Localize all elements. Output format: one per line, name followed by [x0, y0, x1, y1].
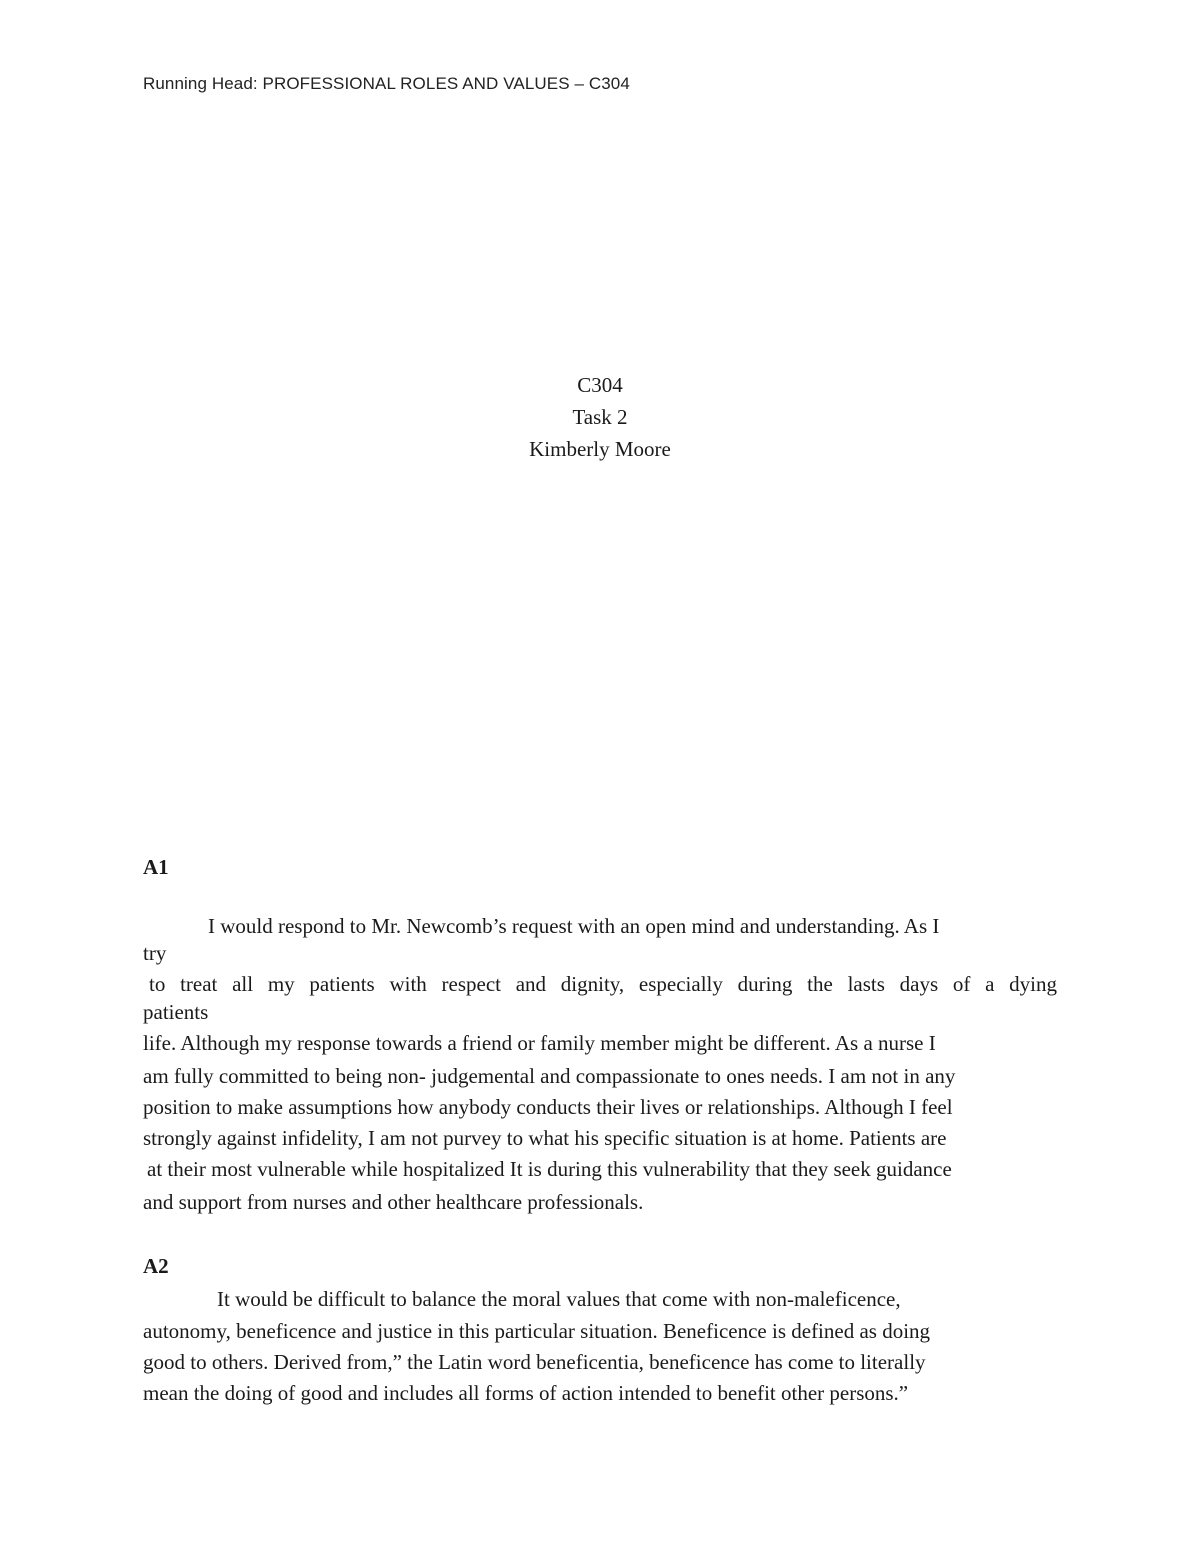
paragraph-line: and support from nurses and other healthcare professionals. — [143, 1190, 644, 1214]
paragraph-line: patients — [143, 1000, 209, 1024]
paragraph-line: autonomy, beneficence and justice in this particular situation. Beneficence is defined as doing — [143, 1319, 931, 1343]
paragraph-line: life. Although my response towards a friend or family member might be different. As a nurse I — [143, 1031, 936, 1055]
paragraph-line: at their most vulnerable while hospitalized It is during this vulnerability that they seek guidance — [147, 1157, 952, 1181]
paragraph-line: mean the doing of good and includes all forms of action intended to benefit other persons.” — [143, 1381, 909, 1405]
paragraph-line: position to make assumptions how anybody conducts their lives or relationships. Although I feel — [143, 1095, 953, 1119]
paragraph-line: am fully committed to being non- judgemental and compassionate to ones needs. I am not in any — [143, 1064, 956, 1088]
title-block — [0, 369, 1200, 465]
paragraph-line: It would be difficult to balance the moral values that come with non-maleficence, — [217, 1287, 901, 1311]
section-heading-a1: A1 — [143, 855, 169, 879]
paragraph-line: good to others. Derived from,” the Latin word beneficentia, beneficence has come to literally — [143, 1350, 926, 1374]
section-heading-a2: A2 — [143, 1254, 169, 1278]
paragraph-line: strongly against infidelity, I am not purvey to what his specific situation is at home. Patients are — [143, 1126, 947, 1150]
paragraph-line: try — [143, 941, 167, 965]
author-name: Kimberly Moore — [529, 437, 671, 461]
task-label: Task 2 — [572, 405, 628, 429]
paragraph-line: to treat all my patients with respect and dignity, especially during the lasts days of a dying — [149, 972, 1057, 996]
paragraph-line: I would respond to Mr. Newcomb’s request with an open mind and understanding. As I — [208, 914, 940, 938]
course-code: C304 — [577, 373, 623, 397]
running-head: Running Head: PROFESSIONAL ROLES AND VALUES – C304 — [143, 74, 630, 93]
